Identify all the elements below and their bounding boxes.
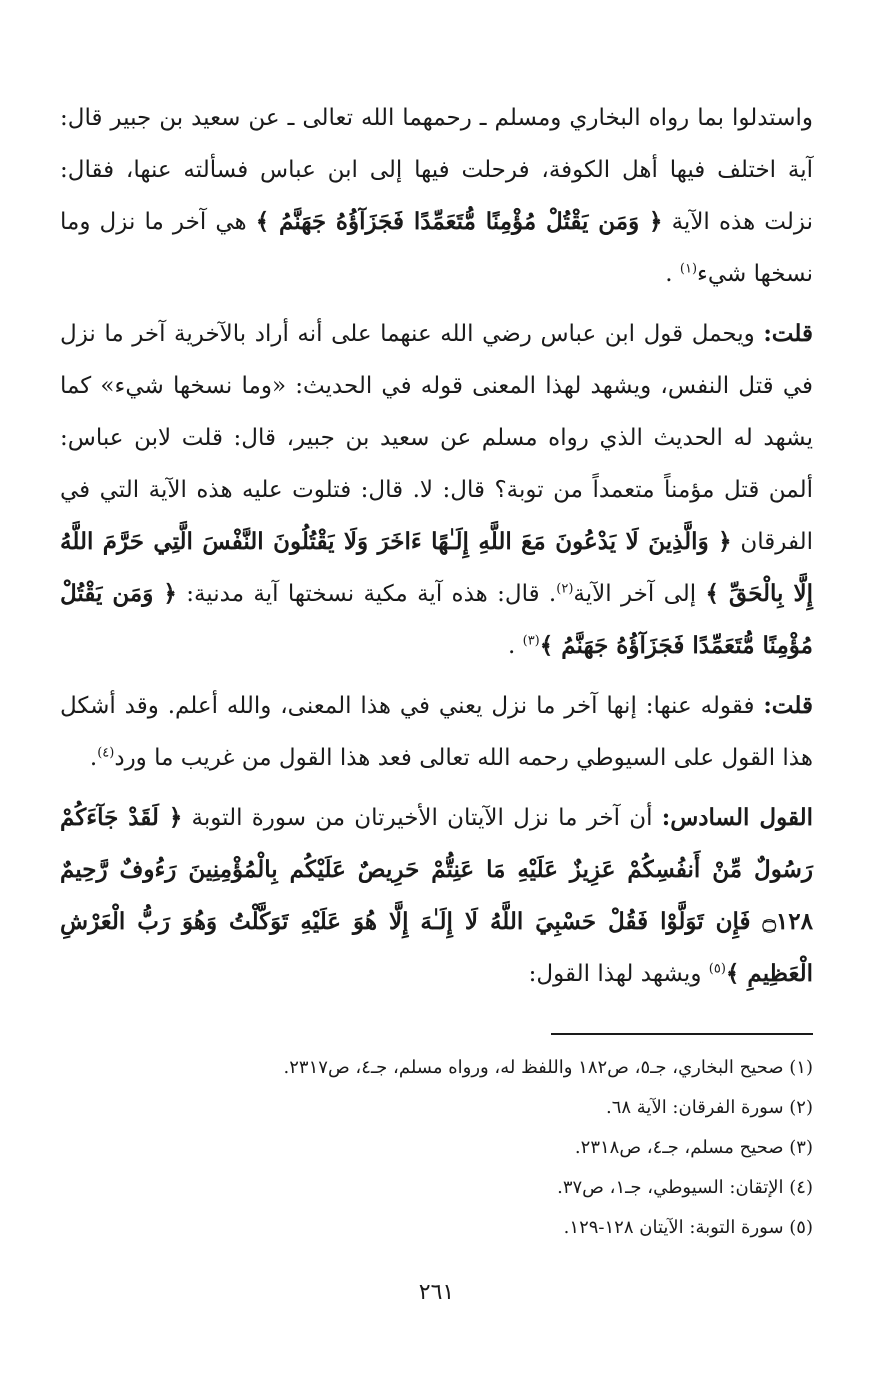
footnote-ref: (٣) [522, 633, 540, 649]
footnote-ref: (٢) [556, 581, 574, 597]
body-text-run: واستدلوا بما رواه البخاري ومسلم ـ رحمهما الله تعالى ـ عن سعيد بن جبير قال: آية اختلف فيها أهل الكوفة، فرحلت فيها إلى ابن عباس فسألته عنها، فقال: نزلت هذه الآية [60, 105, 813, 235]
footnote-divider [551, 1033, 813, 1035]
footnote-ref: (١) [679, 261, 698, 277]
quran-verse: ﴿ وَالَّذِينَ لَا يَدْعُونَ مَعَ اللَّهِ إِلَـٰهًا ءَاخَرَ وَلَا يَقْتُلُونَ النَّفْسَ الَّتِي حَرَّمَ اللَّهُ إِلَّا بِالْحَقِّ ﴾ [60, 528, 813, 607]
body-text-run: ويحمل قول ابن عباس رضي الله عنهما على أنه أراد بالآخرية آخر ما نزل في قتل النفس، ويشهد لهذا المعنى قوله في الحديث: «وما نسخها شيء» كما يشهد له الحديث الذي رواه مسلم عن سعيد بن جبير، قال: قلت لابن عباس: ألمن قتل مؤمناً متعمداً من توبة؟ قال: لا. قال: فتلوت عليه هذه الآية التي في الفرقان [60, 321, 813, 555]
footnotes-list [60, 1048, 813, 1248]
paragraph-lead: قلت: [763, 320, 813, 347]
footnote-1: (١) صحيح البخاري، جـ٥، ص١٨٢ واللفظ له، ورواه مسلم، جـ٤، ص٢٣١٧. [283, 1057, 813, 1078]
paragraph-3 [60, 680, 813, 784]
body-text-run: ويشهد لهذا القول: [528, 961, 709, 987]
footnote-2: (٢) سورة الفرقان: الآية ٦٨. [605, 1097, 813, 1118]
body-text-run: . قال: هذه آية مكية نسختها آية مدنية: [176, 581, 557, 607]
page-number: ٢٦١ [418, 1280, 455, 1305]
body-text-run: . [507, 633, 523, 659]
body-text-run: إلى آخر الآية [573, 581, 706, 607]
footnote-3: (٣) صحيح مسلم، جـ٤، ص٢٣١٨. [574, 1137, 813, 1158]
footnote-5: (٥) سورة التوبة: الآيتان ١٢٨-١٢٩. [563, 1217, 813, 1238]
footnote-4: (٤) الإتقان: السيوطي، جـ١، ص٣٧. [557, 1177, 813, 1198]
footnote-ref: (٤) [97, 745, 115, 761]
paragraph-2 [60, 308, 813, 672]
body-text-run: فقوله عنها: إنها آخر ما نزل يعني في هذا المعنى، والله أعلم. وقد أشكل هذا القول على السيوطي رحمه الله تعالى فعد هذا القول من غريب ما ورد [60, 693, 813, 771]
quran-verse: ﴿ وَمَن يَقْتُلْ مُؤْمِنًا مُّتَعَمِّدًا فَجَزَآؤُهُ جَهَنَّمُ ﴾ [60, 580, 813, 659]
body-text-run: هي آخر ما نزل وما نسخها شيء [60, 209, 813, 287]
body-text-run: . [89, 745, 98, 771]
body-text-run: أن آخر ما نزل الآيتان الأخيرتان من سورة التوبة [182, 805, 662, 831]
paragraph-lead: قلت: [763, 692, 813, 719]
quran-verse: ﴿ وَمَن يَقْتُلْ مُؤْمِنًا مُّتَعَمِّدًا فَجَزَآؤُهُ جَهَنَّمُ ﴾ [255, 208, 663, 235]
paragraph-4 [60, 792, 813, 1000]
paragraph-lead: القول السادس: [661, 804, 813, 831]
body-text-run: . [665, 261, 680, 287]
quran-verse: ﴿ لَقَدْ جَآءَكُمْ رَسُولٌ مِّنْ أَنفُسِكُمْ عَزِيزٌ عَلَيْهِ مَا عَنِتُّمْ حَرِيصٌ عَلَيْكُم بِالْمُؤْمِنِينَ رَءُوفٌ رَّحِيمٌ ۝١٢٨ فَإِن تَوَلَّوْا فَقُلْ حَسْبِيَ اللَّهُ لَا إِلَـٰهَ إِلَّا هُوَ عَلَيْهِ تَوَكَّلْتُ وَهُوَ رَبُّ الْعَرْشِ الْعَظِيمِ ﴾ [60, 804, 813, 987]
main-text [60, 92, 813, 1008]
footnote-ref: (٥) [708, 961, 726, 977]
paragraph-1 [60, 92, 813, 300]
